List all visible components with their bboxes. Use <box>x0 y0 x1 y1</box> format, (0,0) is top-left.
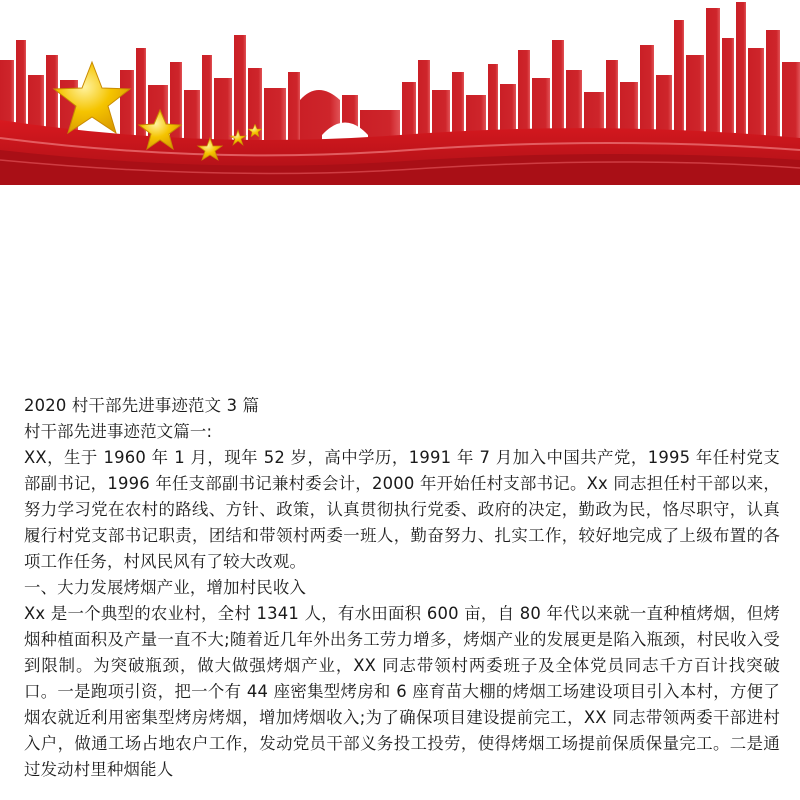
section-heading: 一、大力发展烤烟产业，增加村民收入 <box>24 578 307 597</box>
document-subtitle: 村干部先进事迹范文篇一: <box>24 422 213 441</box>
document-title: 2020 村干部先进事迹范文 3 篇 <box>24 396 260 415</box>
document-body <box>24 393 780 783</box>
section-paragraph: Xx 是一个典型的农业村，全村 1341 人，有水田面积 600 亩，自 80 年代以来就一直种植烤烟，但烤烟种植面积及产量一直不大;随着近几年外出务工劳力增多，烤烟产业的发展更是陷入瓶颈，村民收入受到限制。为突破瓶颈，做大做强烤烟产业，XX 同志带领村两委班子及全体党员同志千方百计找突破口。一是跑项引资，把一个有 44 座密集型烤房和 6 座育苗大棚的烤烟工场建设项目引入本村，方便了烟农就近利用密集型烤房烤烟，增加烤烟收入;为了确保项目建设提前完工，XX 同志带领两委干部进村入户，做通工场占地农户工作，发动党员干部义务投工投劳，使得烤烟工场提前保质保量完工。二是通过发动村里种烟能人 <box>24 604 780 779</box>
header-banner <box>0 0 800 185</box>
intro-paragraph: XX，生于 1960 年 1 月，现年 52 岁，高中学历，1991 年 7 月加入中国共产党，1995 年任村党支部副书记，1996 年任支部副书记兼村委会计，2000 年开始任村支部书记。Xx 同志担任村干部以来，努力学习党在农村的路线、方针、政策，认真贯彻执行党委、政府的决定，勤政为民，恪尽职守，认真履行村党支部书记职责，团结和带领村两委一班人，勤奋努力、扎实工作，较好地完成了上级布置的各项工作任务，村风民风有了较大改观。 <box>24 448 780 571</box>
city-skyline-graphic <box>0 0 800 185</box>
